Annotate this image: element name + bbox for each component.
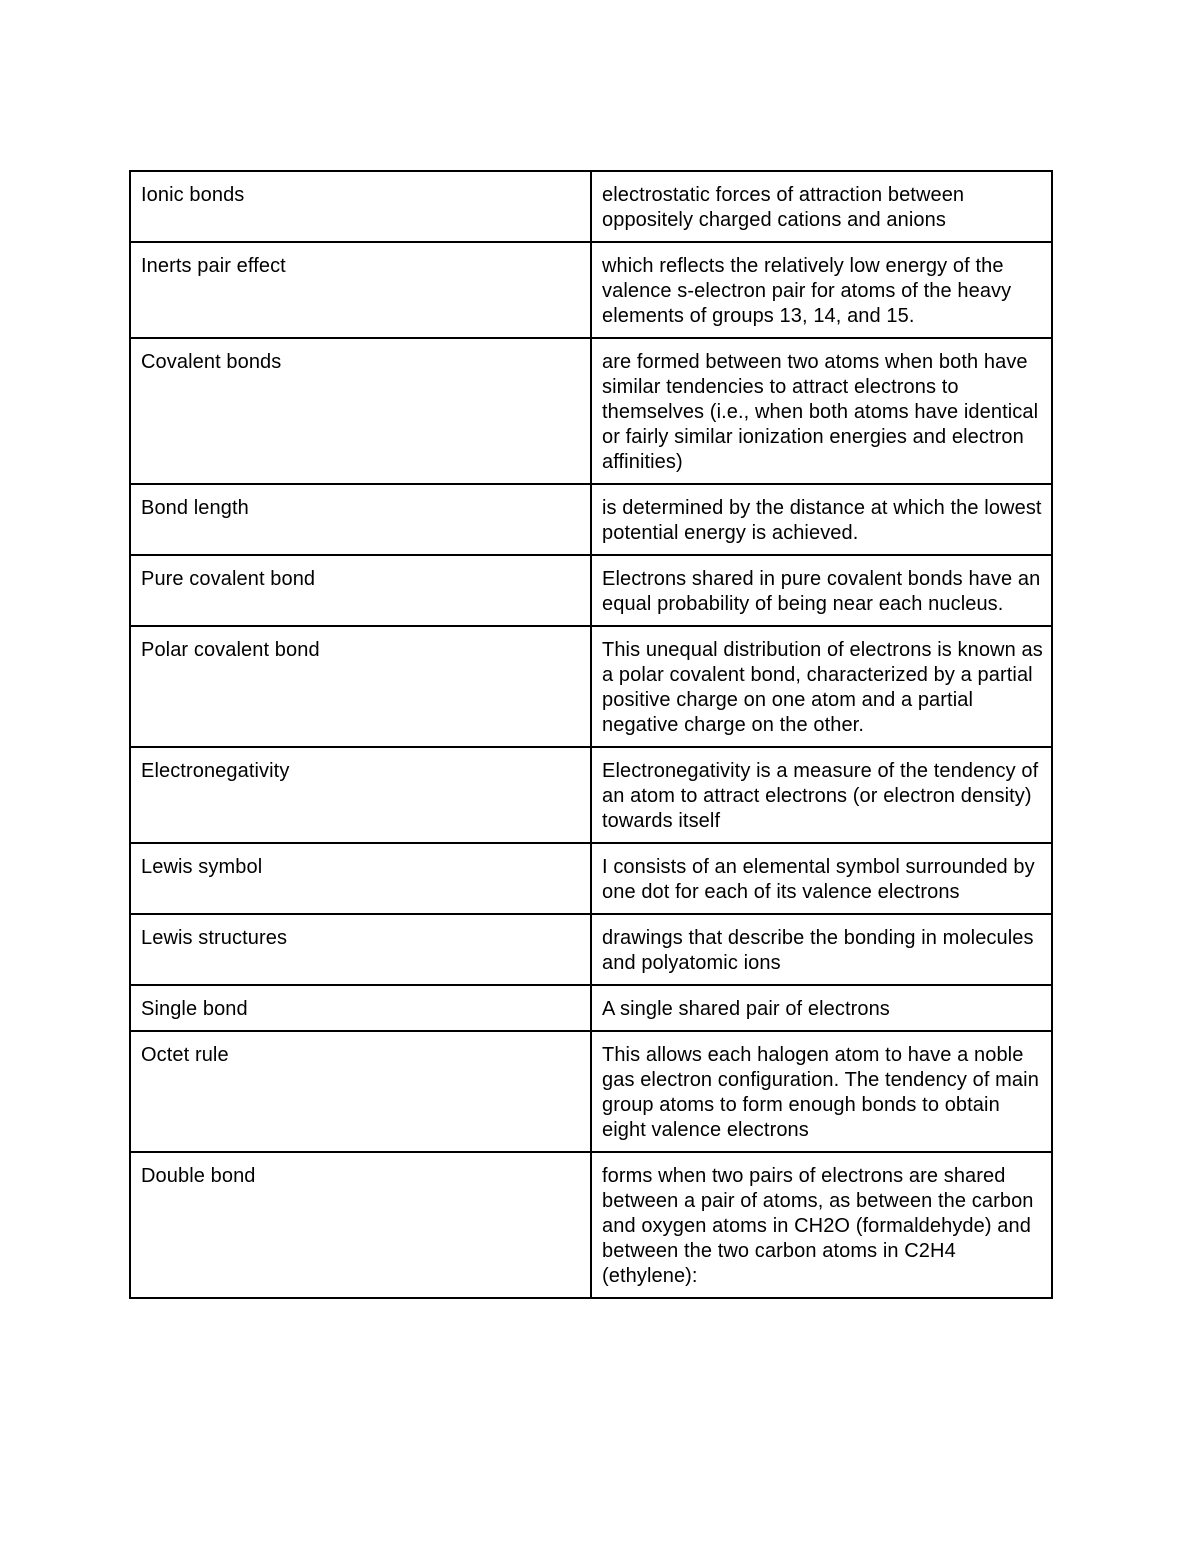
definition-cell: This allows each halogen atom to have a noble gas electron configuration. The tendency of main group atoms to form enough bonds to obtain eight valence electrons [591, 1031, 1052, 1152]
term-cell: Double bond [130, 1152, 591, 1298]
term-cell: Lewis structures [130, 914, 591, 985]
table-row [130, 242, 1052, 338]
term-cell: Electronegativity [130, 747, 591, 843]
definition-cell: Electronegativity is a measure of the tendency of an atom to attract electrons (or electron density) towards itself [591, 747, 1052, 843]
table-row [130, 626, 1052, 747]
term-cell: Inerts pair effect [130, 242, 591, 338]
term-cell: Covalent bonds [130, 338, 591, 484]
term-cell: Single bond [130, 985, 591, 1031]
table-row [130, 171, 1052, 242]
term-cell: Pure covalent bond [130, 555, 591, 626]
definition-cell: This unequal distribution of electrons is known as a polar covalent bond, characterized by a partial positive charge on one atom and a partial negative charge on the other. [591, 626, 1052, 747]
definition-cell: forms when two pairs of electrons are shared between a pair of atoms, as between the carbon and oxygen atoms in CH2O (formaldehyde) and between the two carbon atoms in C2H4 (ethylene): [591, 1152, 1052, 1298]
term-cell: Ionic bonds [130, 171, 591, 242]
definition-cell: electrostatic forces of attraction between oppositely charged cations and anions [591, 171, 1052, 242]
definition-cell: drawings that describe the bonding in molecules and polyatomic ions [591, 914, 1052, 985]
table-row [130, 1152, 1052, 1298]
definition-cell: Electrons shared in pure covalent bonds have an equal probability of being near each nucleus. [591, 555, 1052, 626]
table-row [130, 1031, 1052, 1152]
table-row [130, 484, 1052, 555]
terms-table [129, 170, 1053, 1299]
definition-cell: is determined by the distance at which the lowest potential energy is achieved. [591, 484, 1052, 555]
table-row [130, 914, 1052, 985]
term-cell: Polar covalent bond [130, 626, 591, 747]
table-row [130, 843, 1052, 914]
table-row [130, 747, 1052, 843]
definition-cell: I consists of an elemental symbol surrounded by one dot for each of its valence electrons [591, 843, 1052, 914]
definition-cell: A single shared pair of electrons [591, 985, 1052, 1031]
definition-cell: which reflects the relatively low energy of the valence s-electron pair for atoms of the heavy elements of groups 13, 14, and 15. [591, 242, 1052, 338]
term-cell: Octet rule [130, 1031, 591, 1152]
term-cell: Lewis symbol [130, 843, 591, 914]
table-row [130, 985, 1052, 1031]
definition-cell: are formed between two atoms when both have similar tendencies to attract electrons to themselves (i.e., when both atoms have identical or fairly similar ionization energies and electron affinities) [591, 338, 1052, 484]
table-row [130, 338, 1052, 484]
table-row [130, 555, 1052, 626]
term-cell: Bond length [130, 484, 591, 555]
